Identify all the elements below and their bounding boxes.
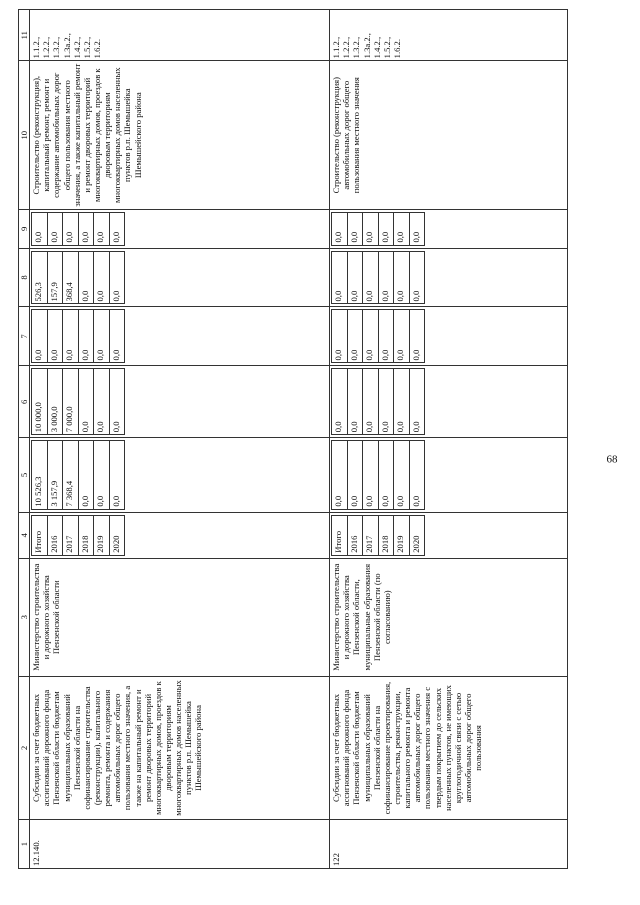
col-header: 5 <box>19 438 30 512</box>
value-cell: 0,0 <box>109 213 125 245</box>
federal-values <box>31 309 125 363</box>
value-cell: 7 000,0 <box>63 369 79 435</box>
value-cell: 0,0 <box>94 213 110 245</box>
col-header: 7 <box>19 307 30 366</box>
table-row <box>330 10 568 869</box>
total-values <box>31 440 125 509</box>
value-cell: 3 000,0 <box>47 369 63 435</box>
value-cell: 0,0 <box>47 213 63 245</box>
regional-values <box>31 368 125 435</box>
value-cell: 368,4 <box>63 251 79 304</box>
value-cell: 3 157,9 <box>47 441 63 509</box>
value-cell: 526,3 <box>32 251 48 304</box>
col-header: 3 <box>19 558 30 676</box>
value-cell: 0,0 <box>409 213 425 245</box>
value-cell: 0,0 <box>363 251 379 304</box>
col-header: 6 <box>19 366 30 438</box>
indicator-codes: 1.1.2., 1.2.2., 1.3.2., 1.3а.2., 1.4.2., 1.5.2., 1.6.2. <box>30 10 330 61</box>
value-cell: 0,0 <box>347 251 363 304</box>
value-cell: 0,0 <box>409 310 425 363</box>
value-cell: 0,0 <box>94 369 110 435</box>
measure-name: Субсидии за счет бюджетных ассигнований дорожного фонда Пензенской области бюджетам муниципальных образований Пензенской области на софинансирование строительства (реконструкции), капитального ремонта, ремонта и содержания автомобильных дорог общего пользования местного значения, а также на капитальный ремонт и ремонт дворовых территорий многоквартирных домов, проездов к дворовым территориям многоквартирных домов населенных пунктов р.п. Шемышейка Шемышейского района <box>30 676 330 820</box>
value-cell: 0,0 <box>378 251 394 304</box>
value-cell: 0,0 <box>394 441 410 509</box>
measure-name: Субсидии за счет бюджетных ассигнований дорожного фонда Пензенской области бюджетам муниципальных образований Пензенской области на софинансирование проектирования, строительства, реконструкции, капитального ремонта и ремонта автомобильных дорог общего пользования местного значения с твердым покрытием до сельских населенных пунктов, не имеющих круглогодичной связи с сетью автомобильных дорог общего пользования <box>330 676 568 820</box>
federal-values <box>331 309 425 363</box>
value-cell: 0,0 <box>94 441 110 509</box>
value-cell: 7 368,4 <box>63 441 79 509</box>
value-cell: 0,0 <box>378 369 394 435</box>
value-cell: 0,0 <box>32 213 48 245</box>
value-cell: 0,0 <box>347 310 363 363</box>
value-cell: 0,0 <box>78 213 94 245</box>
value-cell: 0,0 <box>347 441 363 509</box>
row-number: 12.140. <box>30 820 330 869</box>
value-cell: 0,0 <box>109 369 125 435</box>
value-cell: 0,0 <box>78 369 94 435</box>
other-values <box>31 212 125 245</box>
years-list <box>331 515 425 556</box>
value-cell: 10 526,3 <box>32 441 48 509</box>
expected-result: Строительство (реконструкция) автомобильных дорог общего пользования местного значения <box>330 61 568 210</box>
program-table <box>18 9 568 869</box>
value-cell: 0,0 <box>394 310 410 363</box>
year-cell: 2019 <box>94 515 110 555</box>
value-cell: 0,0 <box>109 251 125 304</box>
value-cell: 0,0 <box>47 310 63 363</box>
executor: Министерство строительства и дорожного хозяйства Пензенской области <box>30 558 330 676</box>
year-cell: 2016 <box>347 515 363 555</box>
year-cell: 2020 <box>409 515 425 555</box>
value-cell: 0,0 <box>78 251 94 304</box>
value-cell: 0,0 <box>332 310 348 363</box>
value-cell: 0,0 <box>332 213 348 245</box>
value-cell: 0,0 <box>94 251 110 304</box>
executor: Министерство строительства и дорожного хозяйства Пензенской области, муниципальные образования Пензенской области (по согласованию) <box>330 558 568 676</box>
other-values <box>331 212 425 245</box>
year-cell: Итого <box>332 515 348 555</box>
regional-values <box>331 368 425 435</box>
value-cell: 0,0 <box>363 441 379 509</box>
value-cell: 0,0 <box>63 310 79 363</box>
value-cell: 0,0 <box>332 369 348 435</box>
col-header: 8 <box>19 248 30 307</box>
value-cell: 0,0 <box>363 310 379 363</box>
row-number: 122 <box>330 820 568 869</box>
value-cell: 0,0 <box>78 310 94 363</box>
value-cell: 0,0 <box>409 369 425 435</box>
value-cell: 0,0 <box>347 213 363 245</box>
value-cell: 0,0 <box>109 310 125 363</box>
col-header: 9 <box>19 210 30 248</box>
col-header: 2 <box>19 676 30 820</box>
value-cell: 0,0 <box>394 369 410 435</box>
col-header: 10 <box>19 61 30 210</box>
table-row <box>30 10 330 869</box>
year-cell: 2018 <box>78 515 94 555</box>
col-header: 11 <box>19 10 30 61</box>
value-cell: 10 000,0 <box>32 369 48 435</box>
indicator-codes: 1.1.2., 1.2.2., 1.3.2., 1.3а.2., 1.4.2., 1.5.2., 1.6.2. <box>330 10 568 61</box>
value-cell: 0,0 <box>332 441 348 509</box>
col-header: 4 <box>19 512 30 558</box>
year-cell: 2017 <box>363 515 379 555</box>
value-cell: 0,0 <box>94 310 110 363</box>
value-cell: 0,0 <box>332 251 348 304</box>
local-values <box>331 251 425 305</box>
value-cell: 0,0 <box>363 369 379 435</box>
total-values <box>331 440 425 509</box>
expected-result: Строительство (реконструкция), капитальный ремонт, ремонт и содержание автомобильных дорог общего пользования местного значения, а также капитальный ремонт и ремонт дворовых территорий многоквартирных домов, проездов к дворовым территориям многоквартирных домов населенных пунктов р.п. Шемышейка Шемышейского района <box>30 61 330 210</box>
value-cell: 0,0 <box>378 310 394 363</box>
value-cell: 0,0 <box>394 251 410 304</box>
local-values <box>31 251 125 305</box>
value-cell: 0,0 <box>32 310 48 363</box>
value-cell: 0,0 <box>347 369 363 435</box>
value-cell: 0,0 <box>109 441 125 509</box>
header-row <box>19 10 30 869</box>
value-cell: 0,0 <box>378 441 394 509</box>
year-cell: 2019 <box>394 515 410 555</box>
value-cell: 0,0 <box>78 441 94 509</box>
value-cell: 0,0 <box>409 251 425 304</box>
years-list <box>31 515 125 556</box>
value-cell: 0,0 <box>363 213 379 245</box>
page-number: 68 <box>606 453 618 466</box>
value-cell: 0,0 <box>409 441 425 509</box>
value-cell: 157,9 <box>47 251 63 304</box>
value-cell: 0,0 <box>378 213 394 245</box>
year-cell: 2017 <box>63 515 79 555</box>
year-cell: 2016 <box>47 515 63 555</box>
value-cell: 0,0 <box>63 213 79 245</box>
col-header: 1 <box>19 820 30 869</box>
year-cell: Итого <box>32 515 48 555</box>
year-cell: 2018 <box>378 515 394 555</box>
year-cell: 2020 <box>109 515 125 555</box>
value-cell: 0,0 <box>394 213 410 245</box>
